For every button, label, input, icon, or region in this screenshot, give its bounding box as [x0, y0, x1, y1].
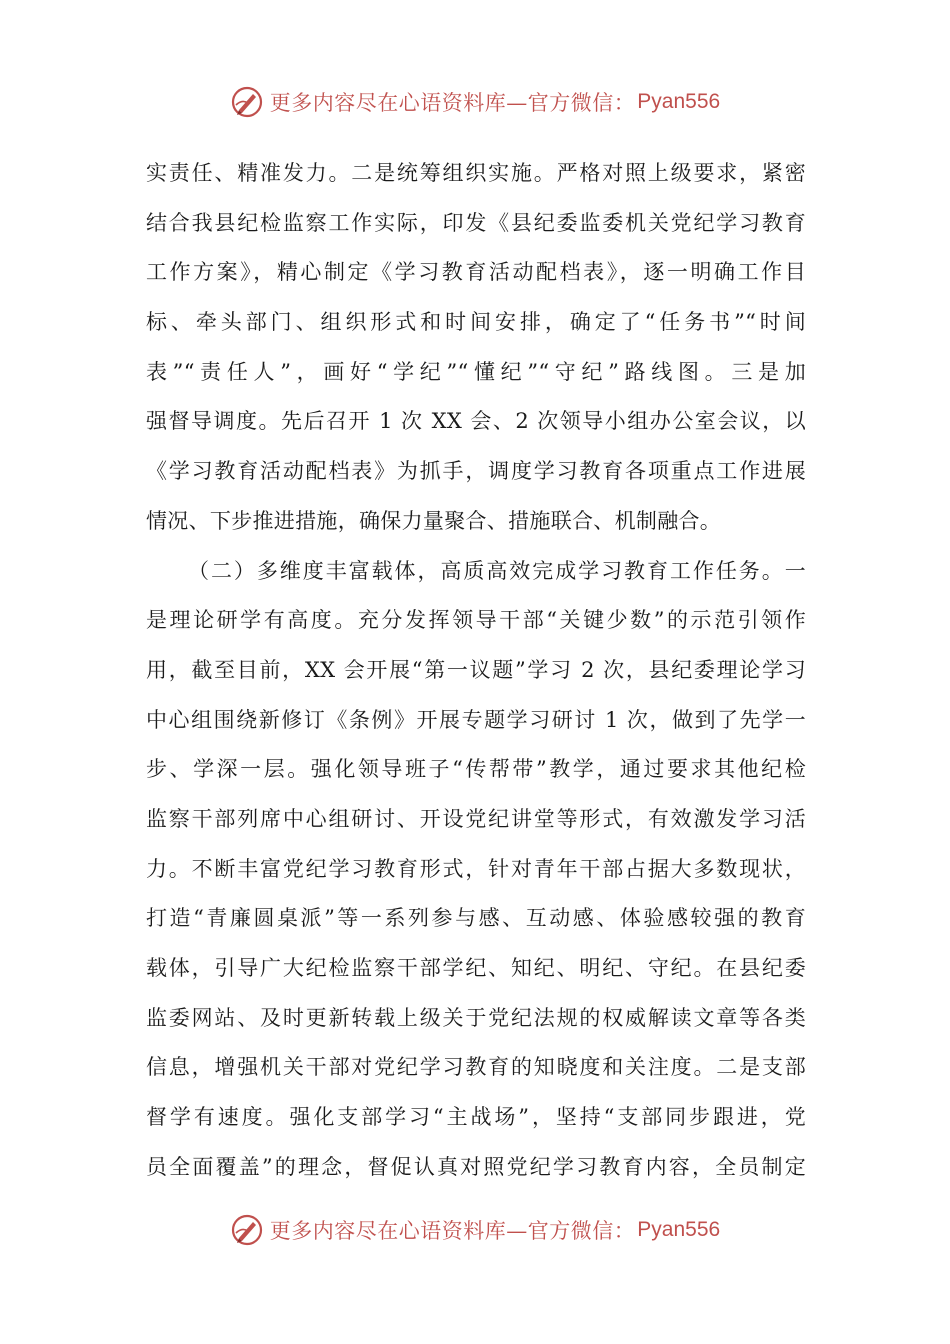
body-line: 情况、下步推进措施，确保力量聚合、措施联合、机制融合。: [146, 508, 722, 533]
body-line: 结合我县纪检监察工作实际，印发《县纪委监委机关党纪学习教育: [146, 210, 806, 235]
body-line: 用，截至目前，XX 会开展“第一议题”学习 2 次，县纪委理论学习: [146, 657, 806, 682]
pen-logo-icon: [230, 1213, 264, 1247]
body-line: 载体，引导广大纪检监察干部学纪、知纪、明纪、守纪。在县纪委: [146, 956, 806, 980]
header-banner: [0, 80, 950, 124]
body-line: 监察干部列席中心组研讨、开设党纪讲堂等形式，有效激发学习活: [146, 806, 806, 831]
body-line: 工作方案》，精心制定《学习教育活动配档表》，逐一明确工作目: [146, 260, 806, 285]
header-banner-text: 更多内容尽在心语资料库—官方微信：: [269, 91, 636, 115]
body-line: 员全面覆盖”的理念，督促认真对照党纪学习教育内容，全员制定: [146, 1154, 806, 1179]
footer-banner-handle: Pyan556: [637, 1218, 721, 1241]
footer-banner-text: 更多内容尽在心语资料库—官方微信：: [269, 1219, 636, 1243]
body-line: 信息，增强机关干部对党纪学习教育的知晓度和关注度。二是支部: [146, 1055, 806, 1080]
body-line: 表”“责任人”，画好“学纪”“懂纪”“守纪”路线图。三是加: [146, 359, 806, 384]
body-line: 力。不断丰富党纪学习教育形式，针对青年干部占据大多数现状，: [146, 856, 806, 881]
body-line: 步、学深一层。强化领导班子“传帮带”教学，通过要求其他纪检: [146, 757, 806, 782]
body-line: 标、牵头部门、组织形式和时间安排，确定了“任务书”“时间: [146, 310, 806, 335]
body-line: 督学有速度。强化支部学习“主战场”，坚持“支部同步跟进，党: [146, 1105, 806, 1130]
body-line: 是理论研学有高度。充分发挥领导干部“关键少数”的示范引领作: [146, 608, 806, 633]
footer-banner: [0, 1208, 950, 1252]
body-line: 强督导调度。先后召开 1 次 XX 会、2 次领导小组办公室会议，以: [146, 409, 806, 434]
document-body: [146, 149, 806, 1192]
body-line: 打造“青廉圆桌派”等一系列参与感、互动感、体验感较强的教育: [146, 906, 806, 931]
body-line: 《学习教育活动配档表》为抓手，调度学习教育各项重点工作进展: [146, 459, 806, 484]
header-banner-handle: Pyan556: [637, 90, 721, 113]
section-heading-line: （二）多维度丰富载体，高质高效完成学习教育工作任务。一: [188, 558, 806, 583]
body-line: 中心组围绕新修订《条例》开展专题学习研讨 1 次，做到了先学一: [146, 707, 806, 732]
body-line: 实责任、精准发力。二是统筹组织实施。严格对照上级要求，紧密: [146, 161, 806, 185]
body-line: 监委网站、及时更新转载上级关于党纪法规的权威解读文章等各类: [146, 1005, 806, 1030]
pen-logo-icon: [230, 85, 264, 119]
